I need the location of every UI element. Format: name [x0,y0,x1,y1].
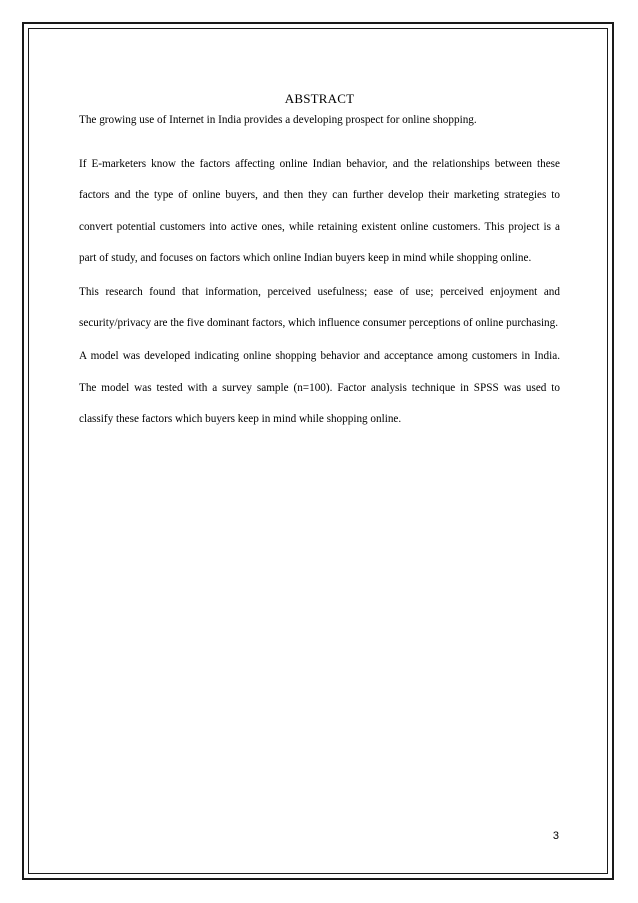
page-number: 3 [552,830,559,842]
abstract-title: ABSTRACT [284,91,355,106]
abstract-paragraph-1: The growing use of Internet in India provides a developing prospect for online shopping. [79,114,477,126]
abstract-paragraph-4: A model was developed indicating online shopping behavior and acceptance among customers in India. The model was tested with a survey sample (n=100). Factor analysis technique in SPSS was used to classify these factors which buyers keep in mind while shopping online. [79,350,560,426]
abstract-content [79,91,560,438]
abstract-paragraph-2: If E-marketers know the factors affecting online Indian behavior, and the relationships between these factors and the type of online buyers, and then they can further develop their marketing strategies to convert potential customers into active ones, while retaining existent online customers. This project is a part of study, and focuses on factors which online Indian buyers keep in mind while shopping online. [79,158,560,265]
abstract-paragraph-3: This research found that information, perceived usefulness; ease of use; perceived enjoyment and security/privacy are the five dominant factors, which influence consumer perceptions of online purchasing. [79,285,560,330]
